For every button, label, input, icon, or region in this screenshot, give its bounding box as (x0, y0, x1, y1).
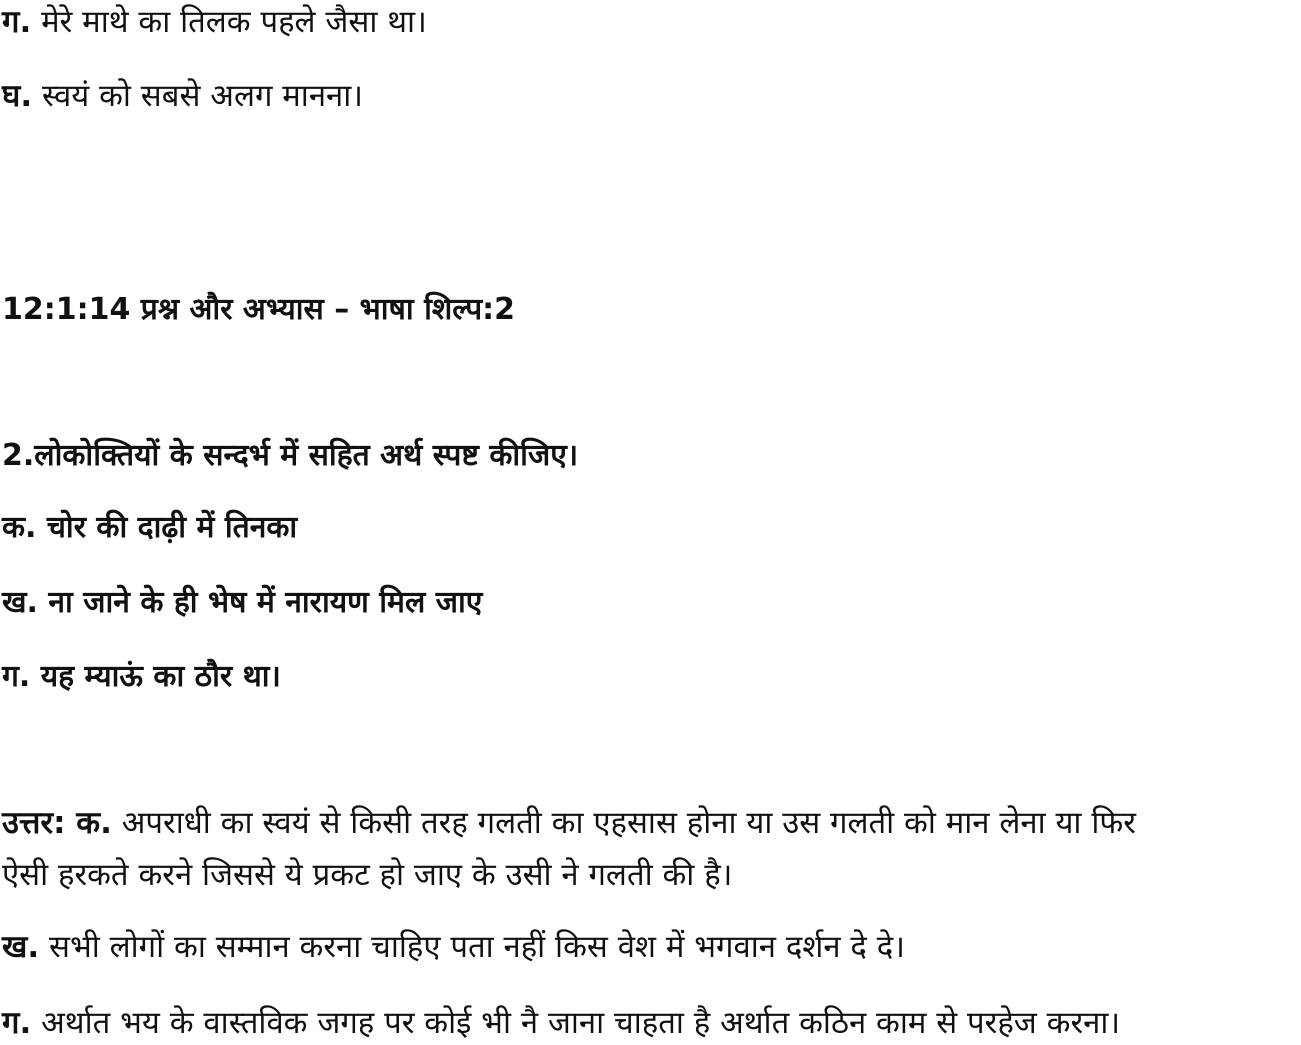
answer-item (2, 927, 905, 967)
answer-text: अपराधी का स्वयं से किसी तरह गलती का एहसास होना या उस गलती को मान लेना या फिर (121, 805, 1136, 841)
answer-continuation: ऐसी हरकते करने जिससे ये प्रकट हो जाए के उसी ने गलती की है। (2, 857, 733, 893)
answer-heading-label: उत्तर: क. (2, 805, 112, 841)
answer-first-line (2, 803, 1136, 843)
answer-item (2, 1003, 1120, 1043)
answer-item-label: ख. (2, 929, 40, 965)
question-item: ख. ना जाने के ही भेष में नारायण मिल जाए (2, 585, 483, 620)
option-label: ग. (2, 4, 32, 40)
option-gha-line (2, 76, 363, 116)
option-text: मेरे माथे का तिलक पहले जैसा था। (41, 4, 427, 40)
answer-item-text: सभी लोगों का सम्मान करना चाहिए पता नहीं किस वेश में भगवान दर्शन दे दे। (49, 929, 905, 965)
question-prompt: 2.लोकोक्तियों के सन्दर्भ में सहित अर्थ स्पष्ट कीजिए। (2, 438, 579, 473)
answer-item-text: अर्थात भय के वास्तविक जगह पर कोई भी नै जाना चाहता है अर्थात कठिन काम से परहेज करना। (41, 1005, 1121, 1041)
answer-item-label: ग. (2, 1005, 32, 1041)
question-item: क. चोर की दाढ़ी में तिनका (2, 510, 298, 545)
option-text: स्वयं को सबसे अलग मानना। (41, 78, 364, 114)
question-item: ग. यह म्याऊं का ठौर था। (2, 659, 281, 694)
option-ga-line (2, 2, 427, 42)
section-heading: 12:1:14 प्रश्न और अभ्यास – भाषा शिल्प:2 (2, 292, 516, 327)
option-label: घ. (2, 78, 33, 114)
